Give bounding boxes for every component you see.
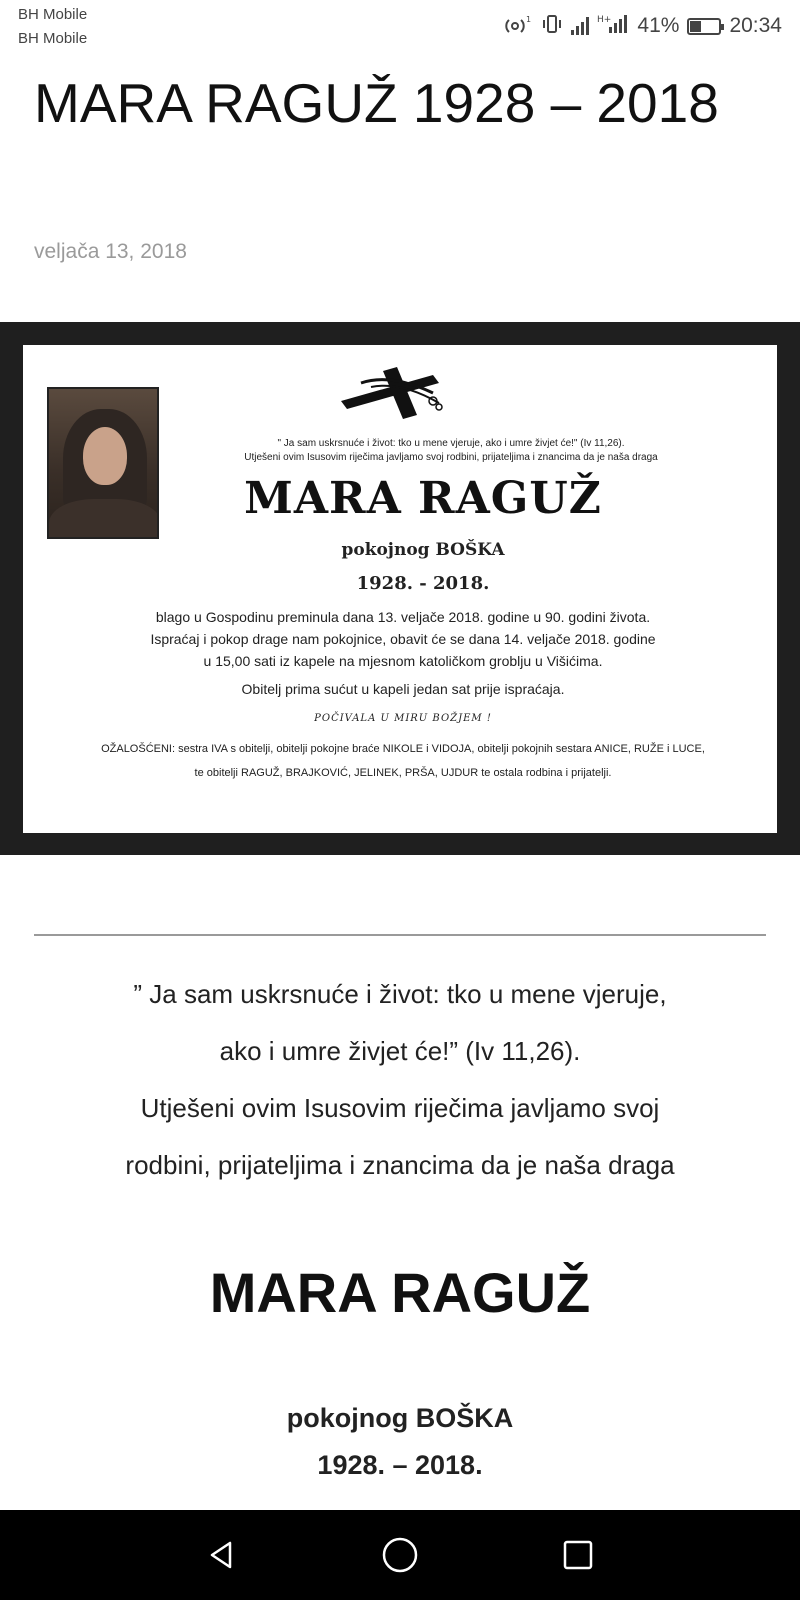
divider xyxy=(34,934,766,936)
card-verse: " Ja sam uskrsnuće i život: tko u mene vjeruje, ako i umre živjet će!" (Iv 11,26). Utješeni ovim Isusovim riječima javljamo svoj rodbini, prijateljima i znancima da je naša draga xyxy=(244,438,658,463)
card-condolences: Obitelj prima sućut u kapeli jedan sat prije ispraćaja. xyxy=(241,681,565,697)
card-name: MARA RAGUŽ xyxy=(244,473,602,524)
battery-percent: 41% xyxy=(637,14,680,37)
home-icon xyxy=(380,1535,420,1575)
article-date: veljača 13, 2018 xyxy=(34,240,187,263)
card-pokojnog: pokojnog BOŠKA xyxy=(341,540,505,560)
svg-text:1: 1 xyxy=(526,14,532,24)
card-body: blago u Gospodinu preminula dana 13. veljače 2018. godine u 90. godini života. Ispraćaj i pokop drage nam pokojnice, obavit će se dana 14. veljače 2018. godine u 15,00 sati iz kapele na mjesnom katoličkom groblju u Višićima. xyxy=(150,609,656,669)
years-text: 1928. – 2018. xyxy=(317,1450,483,1480)
carrier-name-2: BH Mobile xyxy=(18,30,88,47)
svg-text:H+: H+ xyxy=(597,15,612,25)
navigation-bar xyxy=(0,1510,800,1600)
vibrate-icon xyxy=(541,13,563,40)
signal-icon xyxy=(571,17,589,35)
status-bar xyxy=(0,0,800,50)
hotspot-icon xyxy=(503,14,533,39)
cross-icon xyxy=(321,353,461,423)
clock: 20:34 xyxy=(729,14,782,37)
card-rest-in-peace: POČIVALA U MIRU BOŽJEM ! xyxy=(314,713,492,724)
pokojnog-text: pokojnog BOŠKA xyxy=(286,1403,514,1433)
deceased-name: MARA RAGUŽ xyxy=(209,1261,591,1324)
obituary-image xyxy=(23,345,777,833)
card-years: 1928. - 2018. xyxy=(356,573,490,594)
back-button[interactable] xyxy=(192,1532,252,1578)
card-mourners: OŽALOŠĆENI: sestra IVA s obitelji, obitelji pokojne braće NIKOLE i VIDOJA, obitelji pokojnih sestara ANICE, RUŽE i LUCE, te obitelji RAGUŽ, BRAJKOVIĆ, JELINEK, PRŠA, UJDUR te ostala rodbina i prijatelji. xyxy=(101,743,705,779)
signal-hplus-icon xyxy=(597,17,629,35)
article-title: MARA RAGUŽ 1928 – 2018 xyxy=(34,72,719,134)
back-icon xyxy=(204,1537,240,1573)
recent-apps-button[interactable] xyxy=(548,1532,608,1578)
battery-icon xyxy=(687,18,721,35)
carrier-name-1: BH Mobile xyxy=(18,6,88,23)
recent-apps-icon xyxy=(560,1537,596,1573)
status-icons xyxy=(503,13,782,39)
article-quote: ” Ja sam uskrsnuće i život: tko u mene vjeruje, ako i umre živjet će!” (Iv 11,26). Utješeni ovim Isusovim riječima javljamo svoj rodbini, prijateljima i znancima da je naša draga xyxy=(125,979,675,1180)
home-button[interactable] xyxy=(370,1532,430,1578)
